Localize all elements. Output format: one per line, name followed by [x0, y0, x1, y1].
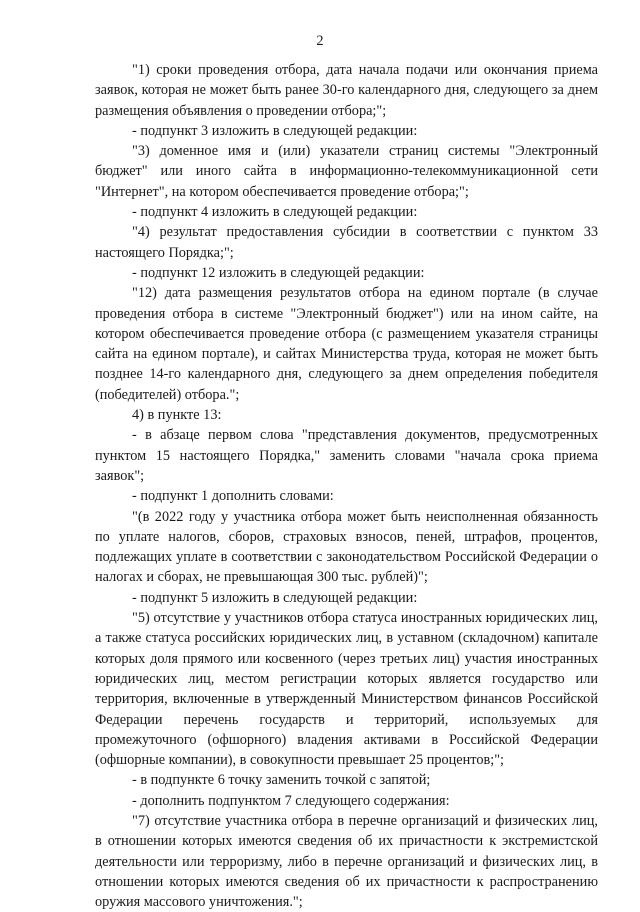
paragraph-12: - подпункт 5 изложить в следующей редакции:	[132, 589, 418, 606]
paragraph-2: - подпункт 3 изложить в следующей редакции:	[132, 122, 418, 139]
page-number: 2	[316, 33, 324, 49]
paragraph-4: - подпункт 4 изложить в следующей редакции:	[132, 204, 418, 221]
paragraph-6: - подпункт 12 изложить в следующей редакции:	[132, 264, 425, 281]
paragraph-13: "5) отсутствие у участников отбора статуса иностранных юридических лиц, а также статуса российских юридических лиц, в уставном (складочном) капитале которых доля прямого или косвенного (через третьих лиц) участия иностранных юридических лиц, местом регистрации которых является государство или территория, включенные в утвержденный Министерством финансов Российской Федерации перечень государств и территорий, используемых для промежуточного (офшорного) владения активами в Российской Федерации (офшорные компании), в совокупности превышает 25 процентов;";	[95, 610, 598, 769]
paragraph-1: "1) сроки проведения отбора, дата начала подачи или окончания приема заявок, которая не может быть ранее 30-го календарного дня, следующего за днем размещения объявления о проведении отбора;";	[95, 62, 598, 119]
paragraph-11: "(в 2022 году у участника отбора может быть неисполненная обязанность по уплате налогов, сборов, страховых взносов, пеней, штрафов, процентов, подлежащих уплате в соответствии с законодательством Российской Федерации о налогах и сборах, не превышающая 300 тыс. рублей)";	[95, 508, 598, 586]
paragraph-7: "12) дата размещения результатов отбора на едином портале (в случае проведения отбора в системе "Электронный бюджет") или на ином сайте, на котором обеспечивается проведение отбора (с размещением указателя страницы сайта на едином портале), и сайтах Министерства труда, которая не может быть позднее 14-го календарного дня, следующего за днем определения победителя (победителей) отбора.";	[95, 285, 598, 403]
paragraph-5: "4) результат предоставления субсидии в соответствии с пунктом 33 настоящего Порядка;";	[95, 224, 598, 261]
paragraph-9: - в абзаце первом слова "представления документов, предусмотренных пунктом 15 настоящего Порядка," заменить словами "начала срока приема заявок";	[95, 427, 598, 484]
paragraph-14: - в подпункте 6 точку заменить точкой с запятой;	[132, 772, 431, 789]
paragraph-8: 4) в пункте 13:	[132, 407, 222, 424]
paragraph-3: "3) доменное имя и (или) указатели страниц системы "Электронный бюджет" или иного сайта в информационно-телекоммуникационной сети "Интернет", на котором обеспечивается проведение отбора;";	[95, 143, 598, 200]
paragraph-15: - дополнить подпунктом 7 следующего содержания:	[132, 792, 450, 809]
paragraph-16: "7) отсутствие участника отбора в перечне организаций и физических лиц, в отношении которых имеются сведения об их причастности к экстремистской деятельности или терроризму, либо в перечне организаций и физических лиц, в отношении которых имеются сведения об их причастности к распространению оружия массового уничтожения.";	[95, 812, 598, 911]
document-body	[95, 60, 598, 912]
paragraph-10: - подпункт 1 дополнить словами:	[132, 488, 334, 505]
